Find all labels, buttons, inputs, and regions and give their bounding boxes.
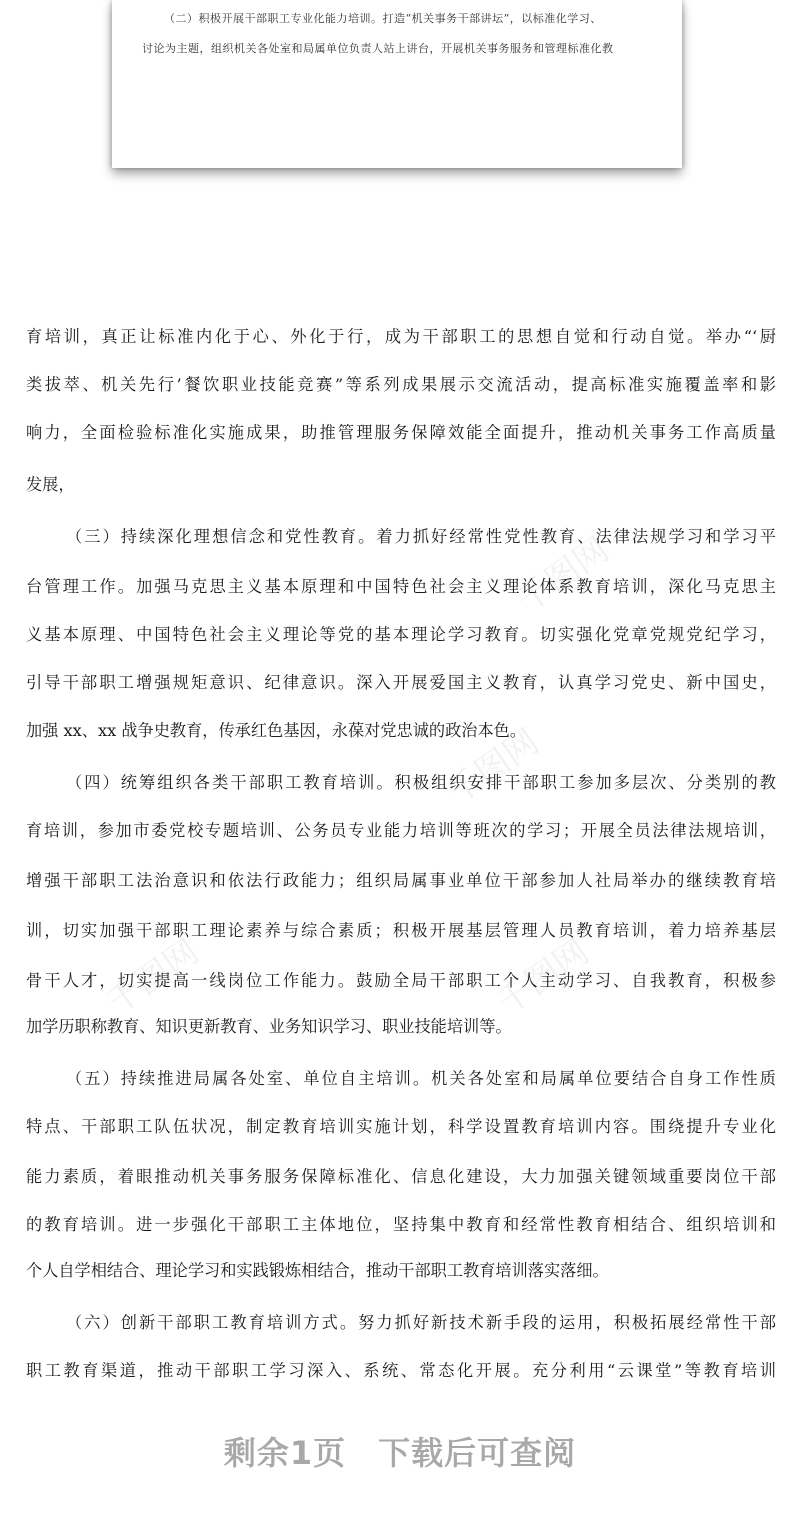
body-line: 类拔萃、机关先行’餐饮职业技能竞赛”等系列成果展示交流活动，提高标准实施覆盖率和影 (26, 375, 776, 394)
body-line: 加学历职称教育、知识更新教育、业务知识学习、职业技能培训等。 (26, 1017, 512, 1036)
body-line: 骨干人才，切实提高一线岗位工作能力。鼓励全局干部职工个人主动学习、自我教育，积极参 (26, 971, 776, 990)
body-line: 台管理工作。加强马克思主义基本原理和中国特色社会主义理论体系教育培训，深化马克思主 (26, 577, 776, 596)
download-prompt[interactable] (0, 1428, 800, 1474)
body-line: 响力，全面检验标准化实施成果，助推管理服务保障效能全面提升，推动机关事务工作高质量 (26, 423, 776, 442)
body-line: 加强 xx、xx 战争史教育，传承红色基因，永葆对党忠诚的政治本色。 (26, 721, 527, 740)
prev-page-line-1: （二）积极开展干部职工专业化能力培训。打造“机关事务干部讲坛”，以标准化学习、 (164, 12, 602, 25)
body-line: 发展， (26, 475, 75, 494)
watermark-logo: 千图网 (509, 529, 617, 622)
download-to-view-label[interactable]: 下载后可查阅 (378, 1434, 577, 1472)
watermark-logo: 千图网 (489, 931, 597, 1024)
body-line: 训，切实加强干部职工理论素养与综合素质；积极开展基层管理人员教育培训，着力培养基层 (26, 921, 776, 940)
previous-page-card (112, 0, 682, 168)
body-line: （四）统筹组织各类干部职工教育培训。积极组织安排干部职工参加多层次、分类别的教 (66, 773, 776, 792)
body-line: 育培训，参加市委党校专题培训、公务员专业能力培训等班次的学习；开展全员法律法规培训， (26, 821, 776, 840)
remaining-pages-label: 剩余1页 (223, 1434, 347, 1472)
body-line: 的教育培训。进一步强化干部职工主体地位，坚持集中教育和经常性教育相结合、组织培训和 (26, 1215, 776, 1234)
body-line: （六）创新干部职工教育培训方式。努力抓好新技术新手段的运用，积极拓展经常性干部 (66, 1313, 776, 1332)
body-line: 增强干部职工法治意识和依法行政能力；组织局属事业单位干部参加人社局举办的继续教育培 (26, 871, 776, 890)
body-line: 特点、干部职工队伍状况，制定教育培训实施计划，科学设置教育培训内容。围绕提升专业化 (26, 1117, 776, 1136)
body-line: （五）持续推进局属各处室、单位自主培训。机关各处室和局属单位要结合自身工作性质 (66, 1069, 776, 1088)
body-line: 引导干部职工增强规矩意识、纪律意识。深入开展爱国主义教育，认真学习党史、新中国史， (26, 673, 776, 692)
body-line: 义基本原理、中国特色社会主义理论等党的基本理论学习教育。切实强化党章党规党纪学习， (26, 625, 776, 644)
watermark-logo: 千图网 (99, 931, 207, 1024)
body-line: 育培训，真正让标准内化于心、外化于行，成为干部职工的思想自觉和行动自觉。举办“‘厨 (26, 327, 776, 346)
watermark-logo: 千图网 (439, 721, 547, 814)
body-line: 能力素质，着眼推动机关事务服务保障标准化、信息化建设，大力加强关键领域重要岗位干部 (26, 1167, 776, 1186)
body-line: （三）持续深化理想信念和党性教育。着力抓好经常性党性教育、法律法规学习和学习平 (66, 527, 776, 546)
prev-page-line-2: 讨论为主题，组织机关各处室和局属单位负责人站上讲台，开展机关事务服务和管理标准化教 (142, 42, 614, 55)
body-line: 个人自学相结合、理论学习和实践锻炼相结合，推动干部职工教育培训落实落细。 (26, 1261, 609, 1280)
body-line: 职工教育渠道，推动干部职工学习深入、系统、常态化开展。充分利用“云课堂”等教育培训 (26, 1361, 776, 1380)
